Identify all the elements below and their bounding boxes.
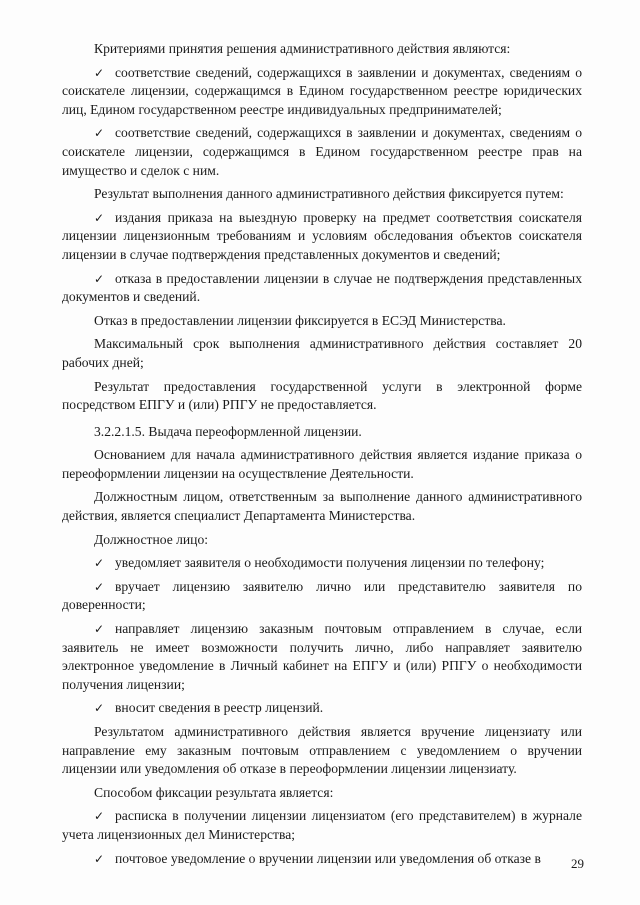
paragraph-text: соответствие сведений, содержащихся в заявлении и документах, сведениям о соискателе лицензии, содержащимся в Едином государственном реестре юридических лиц, Едином государственном реестре индивидуальных предпринимателей;	[62, 64, 582, 117]
paragraph-text: издания приказа на выездную проверку на предмет соответствия соискателя лицензии лицензионным требованиям и условиям обследования объектов соискателя лицензии в случае подтверждения представленных документов и сведений;	[62, 209, 582, 262]
paragraph-text: расписка в получении лицензии лицензиатом (его представителем) в журнале учета лицензионных дел Министерства;	[62, 808, 582, 842]
paragraph-text: Способом фиксации результата является:	[94, 784, 334, 800]
paragraph-text: Критериями принятия решения административного действия являются:	[94, 41, 511, 56]
paragraph-text: Отказ в предоставлении лицензии фиксируется в ЕСЭД Министерства.	[94, 312, 506, 328]
paragraph	[62, 312, 582, 331]
checkmark-icon: ✓	[94, 126, 105, 141]
paragraph-text: Результат предоставления государственной услуги в электронной форме посредством ЕПГУ и (или) РПГУ не предоставляется.	[62, 378, 582, 413]
paragraph	[62, 40, 582, 59]
paragraph	[62, 335, 582, 372]
section-heading	[62, 423, 582, 442]
checklist-item	[62, 554, 582, 573]
checkmark-icon: ✓	[94, 271, 105, 286]
checklist-item	[62, 699, 582, 718]
paragraph-text: отказа в предоставлении лицензии в случае не подтверждения представленных документов и сведений.	[62, 270, 582, 305]
checkmark-icon: ✓	[94, 851, 105, 866]
paragraph-text: Максимальный срок выполнения административного действия составляет 20 рабочих дней;	[62, 336, 582, 370]
checkmark-icon: ✓	[94, 579, 105, 594]
checklist-item	[62, 124, 582, 180]
checklist-item	[62, 578, 582, 615]
paragraph-text: Результат выполнения данного административного действия фиксируется путем:	[94, 186, 564, 202]
checkmark-icon: ✓	[94, 556, 105, 571]
paragraph-text: Должностное лицо:	[94, 531, 209, 547]
paragraph	[62, 531, 582, 550]
paragraph-text: направляет лицензию заказным почтовым отправлением в случае, если заявитель не имеет возможности получить лично, либо направляет заявителю электронное уведомление в Личный кабинет на ЕПГУ и (или) РПГУ о необходимости получения лицензии;	[62, 621, 582, 692]
paragraph-text: вручает лицензию заявителю лично или представителю заявителя по доверенности;	[62, 578, 582, 613]
paragraph	[62, 488, 582, 525]
paragraph	[62, 446, 582, 483]
paragraph	[62, 185, 582, 204]
page-number: 29	[571, 856, 584, 871]
checkmark-icon: ✓	[94, 701, 105, 716]
paragraph-text: вносит сведения в реестр лицензий.	[115, 700, 324, 716]
paragraph	[62, 784, 582, 803]
paragraph-text: уведомляет заявителя о необходимости получения лицензии по телефону;	[115, 555, 545, 571]
paragraph-text: 3.2.2.1.5. Выдача переоформленной лицензии.	[94, 423, 362, 439]
checkmark-icon: ✓	[94, 809, 105, 824]
checklist-item	[62, 209, 582, 265]
paragraph-text: Результатом административного действия является вручение лицензиату или направление ему заказным почтовым отправлением с уведомлением о вручении лицензии или уведомления об отказе в переоформлении лицензии лицензиату.	[62, 724, 582, 777]
checkmark-icon: ✓	[94, 210, 105, 225]
paragraph-text: соответствие сведений, содержащихся в заявлении и документах, сведениям о соискателе лицензии, содержащимся в Едином государственном реестре прав на имущество и сделок с ним.	[62, 125, 582, 178]
paragraph	[62, 378, 582, 415]
checkmark-icon: ✓	[94, 65, 105, 80]
checkmark-icon: ✓	[94, 622, 105, 637]
checklist-item	[62, 620, 582, 694]
paragraph	[62, 723, 582, 779]
document-body	[62, 40, 582, 868]
checklist-item	[62, 270, 582, 307]
paragraph-text: Основанием для начала административного действия является издание приказа о переоформлении лицензии на осуществление Деятельности.	[62, 447, 582, 481]
checklist-item	[62, 64, 582, 120]
checklist-item	[62, 807, 582, 844]
paragraph-text: Должностным лицом, ответственным за выполнение данного административного действия, является специалист Департамента Министерства.	[62, 489, 582, 524]
checklist-item	[62, 850, 582, 869]
paragraph-text: почтовое уведомление о вручении лицензии или уведомления об отказе в	[115, 850, 541, 866]
